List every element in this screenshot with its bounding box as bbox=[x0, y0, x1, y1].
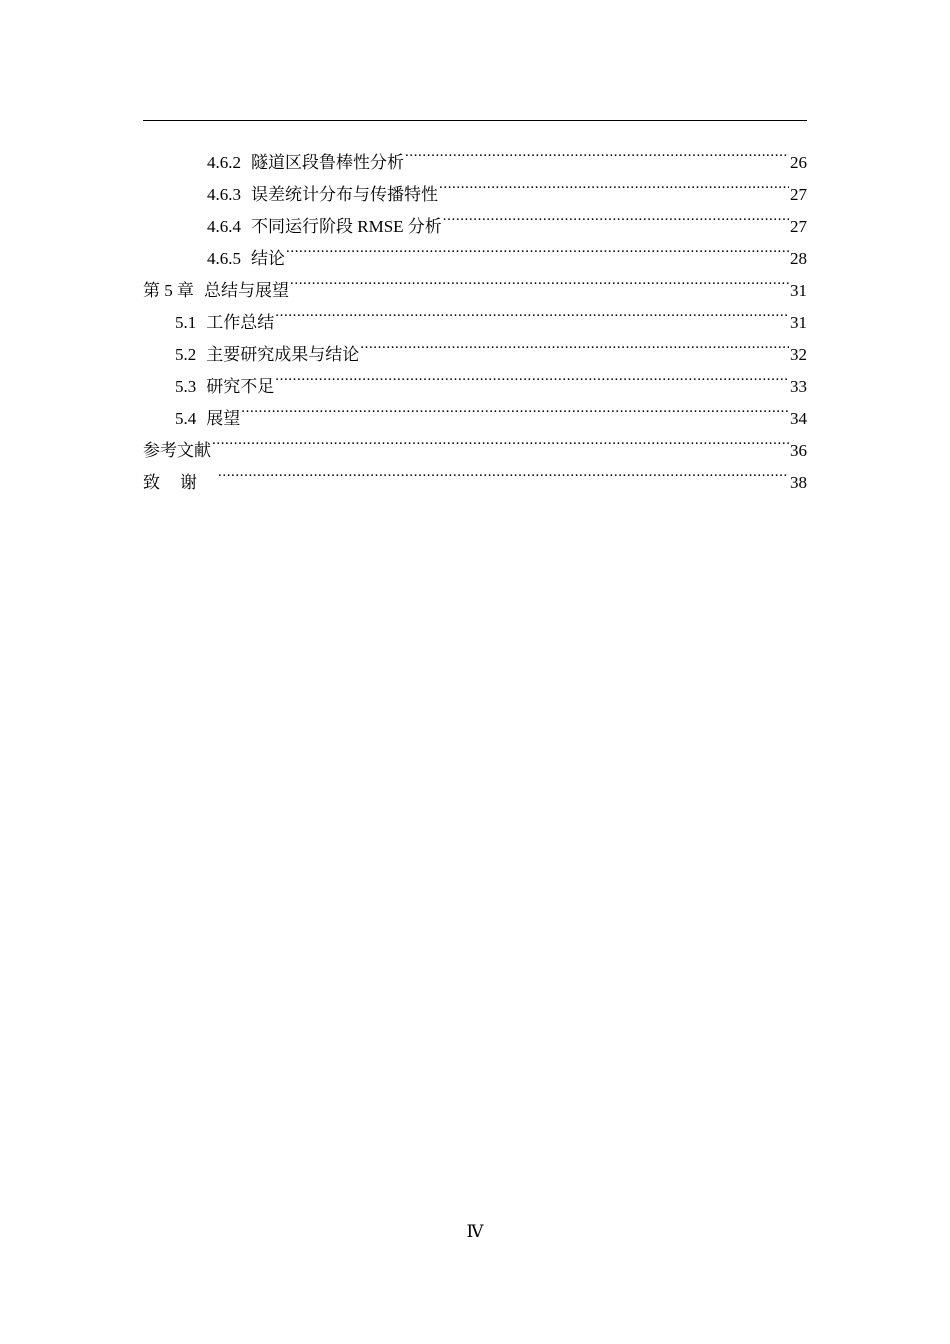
toc-entry-4-6-4[interactable] bbox=[143, 200, 807, 236]
table-of-contents bbox=[143, 136, 807, 492]
toc-entry-page: 31 bbox=[790, 313, 807, 332]
toc-dot-leader bbox=[443, 200, 789, 232]
toc-entry-title: 总结与展望 bbox=[204, 281, 289, 300]
toc-entry-title: 展望 bbox=[206, 409, 241, 428]
toc-entry-title: 结论 bbox=[251, 249, 285, 268]
toc-dot-leader bbox=[360, 328, 789, 360]
page-number: Ⅳ bbox=[466, 1222, 484, 1241]
toc-entry-number: 4.6.3 bbox=[207, 185, 241, 204]
toc-entry-page: 28 bbox=[790, 249, 807, 268]
toc-entry-title: 不同运行阶段 RMSE 分析 bbox=[251, 217, 442, 236]
toc-entry-page: 27 bbox=[790, 217, 807, 236]
toc-dot-leader bbox=[405, 136, 789, 168]
toc-entry-title: 误差统计分布与传播特性 bbox=[251, 185, 438, 204]
toc-entry-title: 隧道区段鲁棒性分析 bbox=[251, 153, 404, 172]
toc-dot-leader bbox=[439, 168, 789, 200]
header-rule bbox=[143, 120, 807, 121]
toc-entry-title: 参考文献 bbox=[143, 441, 211, 460]
toc-entry-title: 研究不足 bbox=[206, 377, 275, 396]
toc-dot-leader bbox=[290, 264, 789, 296]
toc-entry-number: 5.2 bbox=[175, 345, 197, 364]
toc-entry-4-6-2[interactable] bbox=[143, 136, 807, 172]
toc-entry-number: 4.6.4 bbox=[207, 217, 241, 236]
toc-dot-leader bbox=[212, 424, 789, 456]
toc-dot-leader bbox=[286, 232, 789, 264]
toc-entry-page: 36 bbox=[790, 441, 807, 460]
toc-entry-number: 4.6.5 bbox=[207, 249, 241, 268]
toc-entry-5-4[interactable] bbox=[143, 392, 807, 428]
toc-entry-chapter-5[interactable] bbox=[143, 264, 807, 300]
toc-entry-number: 5.1 bbox=[175, 313, 197, 332]
toc-dot-leader bbox=[241, 392, 789, 424]
toc-entry-number: 5.4 bbox=[175, 409, 197, 428]
toc-dot-leader bbox=[218, 456, 789, 488]
toc-entry-title: 致谢 bbox=[143, 473, 217, 492]
toc-entry-page: 31 bbox=[790, 281, 807, 300]
toc-entry-page: 27 bbox=[790, 185, 807, 204]
toc-entry-4-6-3[interactable] bbox=[143, 168, 807, 204]
toc-entry-page: 34 bbox=[790, 409, 807, 428]
toc-entry-references[interactable] bbox=[143, 424, 807, 460]
toc-entry-title: 工作总结 bbox=[206, 313, 275, 332]
toc-entry-page: 26 bbox=[790, 153, 807, 172]
toc-entry-4-6-5[interactable] bbox=[143, 232, 807, 268]
toc-dot-leader bbox=[275, 360, 789, 392]
toc-dot-leader bbox=[275, 296, 789, 328]
toc-entry-page: 33 bbox=[790, 377, 807, 396]
toc-entry-title: 主要研究成果与结论 bbox=[206, 345, 360, 364]
toc-entry-number: 5.3 bbox=[175, 377, 197, 396]
toc-entry-page: 32 bbox=[790, 345, 807, 364]
toc-entry-page: 38 bbox=[790, 473, 807, 492]
toc-entry-number: 第 5 章 bbox=[143, 281, 194, 300]
toc-entry-number: 4.6.2 bbox=[207, 153, 241, 172]
toc-entry-acknowledgements[interactable] bbox=[143, 456, 807, 492]
